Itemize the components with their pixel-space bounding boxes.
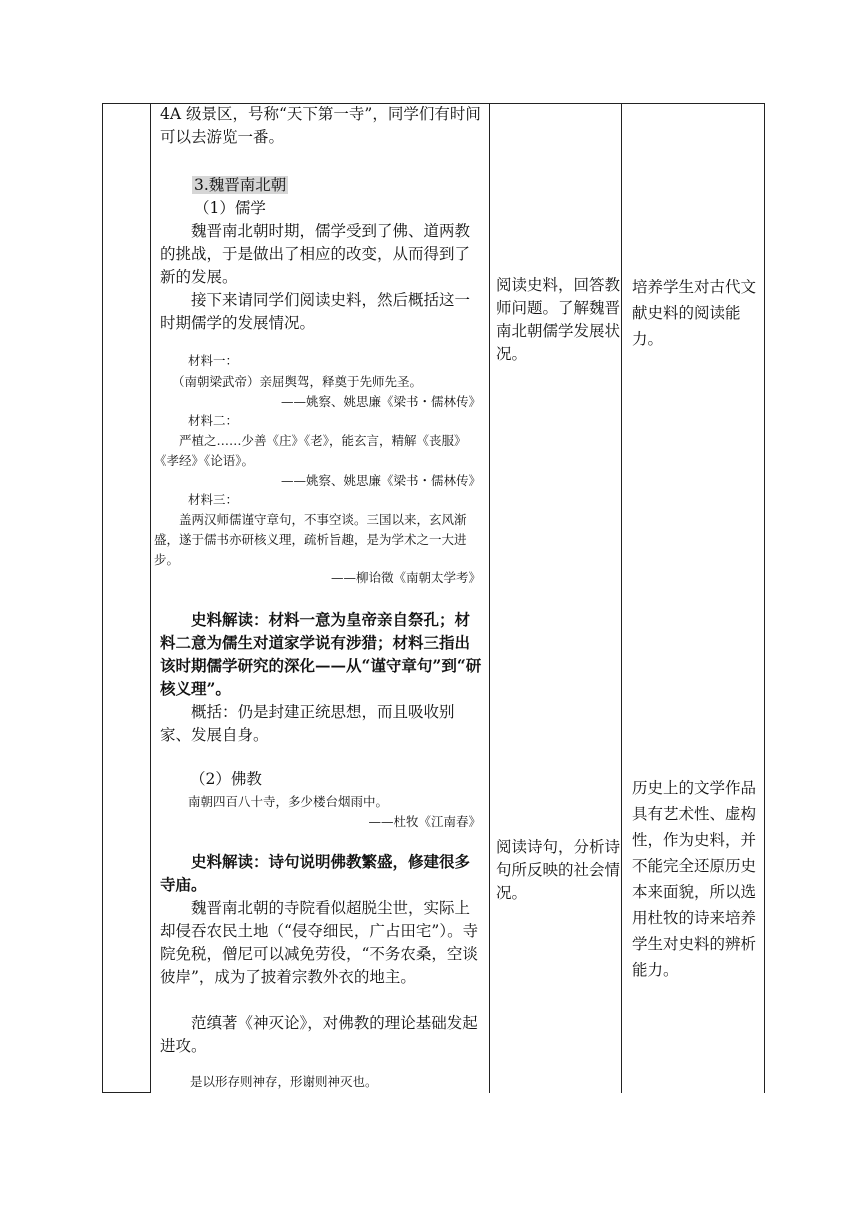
quote: 是以形存则神存，形谢则神灭也。 [190,1074,378,1089]
paragraph: 魏晋南北朝时期，儒学受到了佛、道两教的挑战，于是做出了相应的改变，从而得到了新的发展。 [160,222,471,286]
student-activity-text: 阅读诗句，分析诗句所反映的社会情况。 [496,838,621,902]
design-intent-cell [624,103,764,1093]
table-right-border [764,103,765,1093]
material-text: 盖两汉师儒谨守章句，不事空谈。三国以来，玄风渐盛，遂于儒书亦研核义理，疏析旨趣，是为学术之一大进步。 [154,512,467,567]
intro-continuation: 4A 级景区，号称“天下第一寺”，同学们有时间可以去游览一番。 [160,105,481,146]
teaching-content-cell [150,103,489,1093]
subsection-heading-buddhism: （2）佛教 [190,770,262,788]
student-activity-text: 阅读史料，回答教师问题。了解魏晋南北朝儒学发展状况。 [496,276,621,363]
poem-source: ——杜牧《江南春》 [368,814,481,829]
material-source: ——姚察、姚思廉《梁书・儒林传》 [280,473,481,488]
material-label: 材料一： [188,353,239,368]
subsection-heading-confucianism: （1）儒学 [194,199,266,217]
lesson-table [102,103,765,1093]
poem-text: 南朝四百八十寺，多少楼台烟雨中。 [188,794,389,809]
table-left-border [102,103,103,1093]
material-label: 材料三： [188,492,239,507]
table-bottom-border [102,1092,150,1093]
material-text: 严植之……少善《庄》《老》，能玄言，精解《丧服》《孝经》《论语》。 [154,433,467,468]
summary: 概括：仍是封建正统思想，而且吸收别家、发展自身。 [160,703,455,744]
material-text: （南朝梁武帝）亲屈舆驾，释奠于先师先圣。 [172,374,423,389]
paragraph: 接下来请同学们阅读史料，然后概括这一时期儒学的发展情况。 [160,291,471,332]
section-heading: 3.魏晋南北朝 [194,176,287,194]
column-divider [489,103,490,1093]
paragraph: 范缜著《神灭论》，对佛教的理论基础发起进攻。 [160,1014,478,1055]
source-interpretation: 史料解读：诗句说明佛教繁盛，修建很多寺庙。 [160,852,471,894]
student-activity-cell [492,103,622,1093]
paragraph: 魏晋南北朝的寺院看似超脱尘世，实际上却侵吞农民土地（“侵夺细民，广占田宅”）。寺院免税，僧尼可以减免劳役，“不务农桑，空谈彼岸”，成为了披着宗教外衣的地主。 [160,899,479,986]
material-label: 材料二： [188,413,239,428]
material-source: ——姚察、姚思廉《梁书・儒林传》 [280,394,481,409]
design-intent-text: 历史上的文学作品具有艺术性、虚构性，作为史料，并不能完全还原历史本来面貌，所以选用杜牧的诗来培养学生对史料的辨析能力。 [632,779,757,979]
material-source: ——柳诒徵《南朝太学考》 [330,570,481,585]
source-interpretation: 史料解读：材料一意为皇帝亲自祭孔；材料二意为儒生对道家学说有涉猎；材料三指出该时期儒学研究的深化——从“谨守章句”到“研核义理”。 [160,610,482,698]
design-intent-text: 培养学生对古代文献史料的阅读能力。 [632,278,757,348]
